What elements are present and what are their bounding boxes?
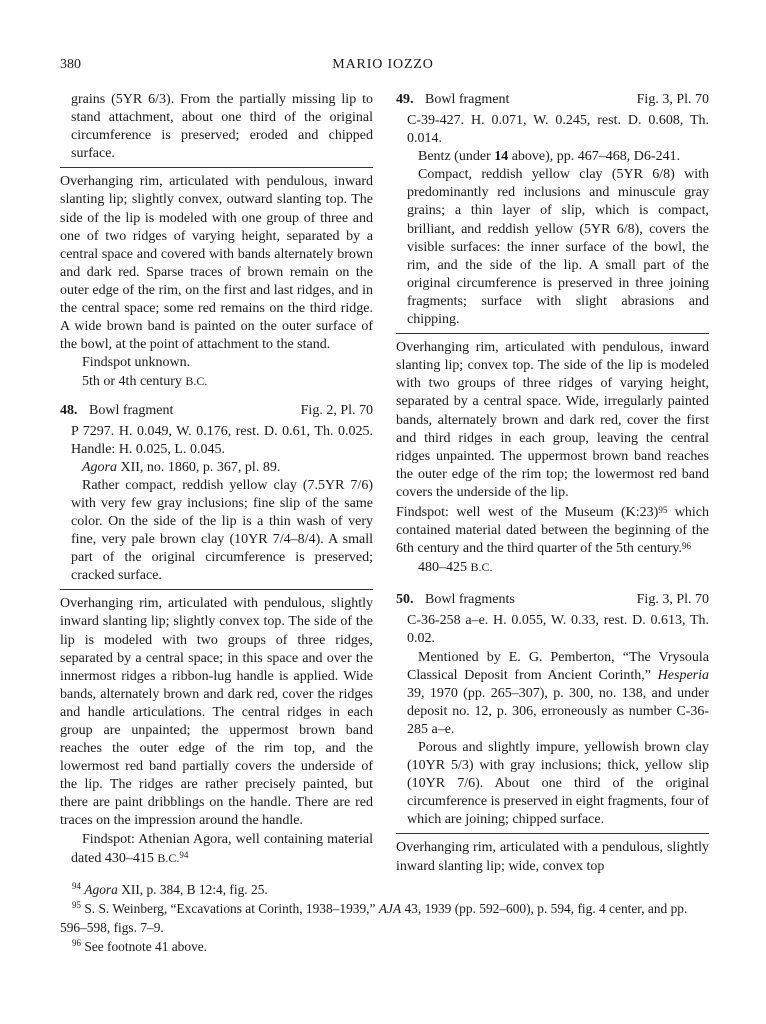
findspot-block — [60, 831, 373, 868]
entry-50-details — [396, 612, 709, 829]
entry-48-details — [60, 423, 373, 586]
fabric-description: Compact, reddish yellow clay (5YR 6/8) with predominantly red inclusions and minuscule gray grains; a thin layer of slip, which is compact, brilliant, and reddish yellow (5YR 6/8), covers the visible surfaces: the inner surface of the bowl, the rim, and the side of the lip. A small part of the original circumference is preserved in three joining fragments; surface with slight abrasions and chipping. — [407, 167, 709, 328]
entry-48-heading — [60, 402, 373, 421]
entry-49-details — [396, 112, 709, 329]
footnote-95: $^{95}$ S. S. Weinberg, “Excavations at Corinth, 1938–1939,” AJA 43, 1939 (pp. 592–600), p. 594, fig. 4 center, and pp. 596–598, figs. 7–9. — [60, 900, 688, 935]
entry-50-heading — [396, 591, 709, 610]
fabric-description: Rather compact, reddish yellow clay (7.5YR 7/6) with very few gray inclusions; fine slip of the same color. On the side of the lip is a thin wash of very fine, very pale brown clay (10YR 7/4–8/4). A small part of the original circumference is preserved; cracked surface. — [71, 477, 373, 584]
entry-title: Bowl fragments — [425, 592, 515, 608]
inventory: C-36-258 a–e. H. 0.055, W. 0.33, rest. D. 0.613, Th. 0.02. — [407, 613, 709, 647]
bibliography: Mentioned by E. G. Pemberton, “The Vrysoula Classical Deposit from Ancient Corinth,” Hesperia 39, 1970 (pp. 265–307), p. 300, no. 138, and under deposit no. 12, p. 306, erroneously as number C-36-285 a–e. — [407, 649, 709, 737]
entry-number: 50. — [396, 592, 414, 608]
figure-reference: Fig. 3, Pl. 70 — [636, 592, 709, 608]
footnote-96: $^{96}$ See footnote 41 above. — [72, 938, 208, 954]
findspot-block — [60, 354, 373, 391]
inventory: C-39-427. H. 0.071, W. 0.245, rest. D. 0.608, Th. 0.014. — [407, 113, 709, 147]
entry-number: 49. — [396, 92, 414, 107]
left-column — [60, 91, 373, 868]
entry-title: Bowl fragment — [89, 402, 174, 418]
figure-reference: Fig. 2, Pl. 70 — [300, 402, 373, 418]
shape-description: Overhanging rim, articulated with pendulous, slightly inward slanting lip; slightly convex top. The side of the lip is modeled with two groups of three ridges, separated by a central space; in this space and over the innermost ridges a ribbon-lug handle is applied. Wide bands, alternately brown and dark red, cover the ridges and handle articulations. The central ridges in each group are unpainted; the uppermost brown band reaches the outer edge of the rim top, and the lowermost red band partially covers the underside of the lip. The ridges are rather precisely painted, but there are paint dribblings on the handle. There are red traces on the impression around the handle. — [60, 596, 373, 829]
shape-description: Overhanging rim, articulated with pendulous, inward slanting lip; slightly convex, outward slanting top. The side of the lip is modeled with one group of three and one of two ridges of varying height, separated by a central space and covered with bands alternately brown and dark red. Sparse traces of brown remain on the outer edge of the rim, on the first and last ridges, and in the central space; some red remains on the third ridge. A wide brown band is painted on the outer surface of the bowl, at the point of attachment to the stand. — [60, 174, 373, 353]
footnote-ref: 96 — [682, 541, 691, 552]
running-header — [0, 57, 766, 79]
bibliography: Bentz (under 14 above), pp. 467–468, D6-241. — [418, 149, 681, 165]
running-head-author: MARIO IOZZO — [332, 57, 434, 72]
figure-reference: Fig. 3, Pl. 70 — [636, 92, 709, 107]
fabric-description: grains (5YR 6/3). From the partially missing lip to stand attachment, about one third of the original circumference is preserved; eroded and chipped surface. — [71, 92, 373, 162]
findspot: Findspot unknown. — [82, 355, 191, 371]
rule — [60, 167, 373, 168]
right-column — [396, 91, 709, 876]
rule — [60, 589, 373, 590]
date: 5th or 4th century B.C. — [82, 374, 208, 390]
footnote-ref: 95 — [658, 504, 668, 515]
date: 480–425 B.C. — [418, 560, 493, 576]
date-block — [396, 558, 709, 577]
fabric-description: Porous and slightly impure, yellowish brown clay (10YR 5/3) with gray inclusions; thick, yellow slip (10YR 7/6). About one third of the original circumference is preserved in eight fragments, four of which are joining; chipped surface. — [407, 740, 709, 828]
footnote-ref: 94 — [179, 849, 189, 860]
entry-number: 48. — [60, 402, 78, 418]
bibliography: Agora XII, no. 1860, p. 367, pl. 89. — [82, 459, 281, 475]
findspot: Findspot: well west of the Museum (K:23)$^{95}$ which contained material dated between the beginning of the 6th century and the third quarter of the 5th century.$^{96}$ — [396, 504, 709, 557]
rule — [396, 333, 709, 334]
shape-description: Overhanging rim, articulated with a pendulous, slightly inward slanting lip; wide, convex top — [396, 840, 709, 874]
page-number: 380 — [60, 57, 81, 72]
entry-49-heading — [396, 91, 709, 110]
findspot: Findspot: Athenian Agora, well containing material dated 430–415 B.C.$^{94}$ — [71, 831, 373, 866]
footnote-94: $^{94}$ Agora XII, p. 384, B 12:4, fig. 25. — [72, 881, 268, 897]
rule — [396, 833, 709, 834]
shape-description: Overhanging rim, articulated with pendulous, inward slanting lip; convex top. The side of the lip is modeled with two groups of three ridges of varying height, separated by a central space. Wide, irregularly painted bands, alternately brown and dark red, cover the first and third ridges in each group, leaving the central ridges unpainted. The uppermost brown band reaches the outer edge of the rim top; the lowermost red band covers the underside of the lip. — [396, 340, 709, 500]
entry-title: Bowl fragment — [425, 92, 510, 107]
catalog-details-continued — [60, 91, 373, 163]
footnotes — [60, 880, 710, 956]
inventory: P 7297. H. 0.049, W. 0.176, rest. D. 0.61, Th. 0.025. Handle: H. 0.025, L. 0.045. — [71, 423, 373, 457]
